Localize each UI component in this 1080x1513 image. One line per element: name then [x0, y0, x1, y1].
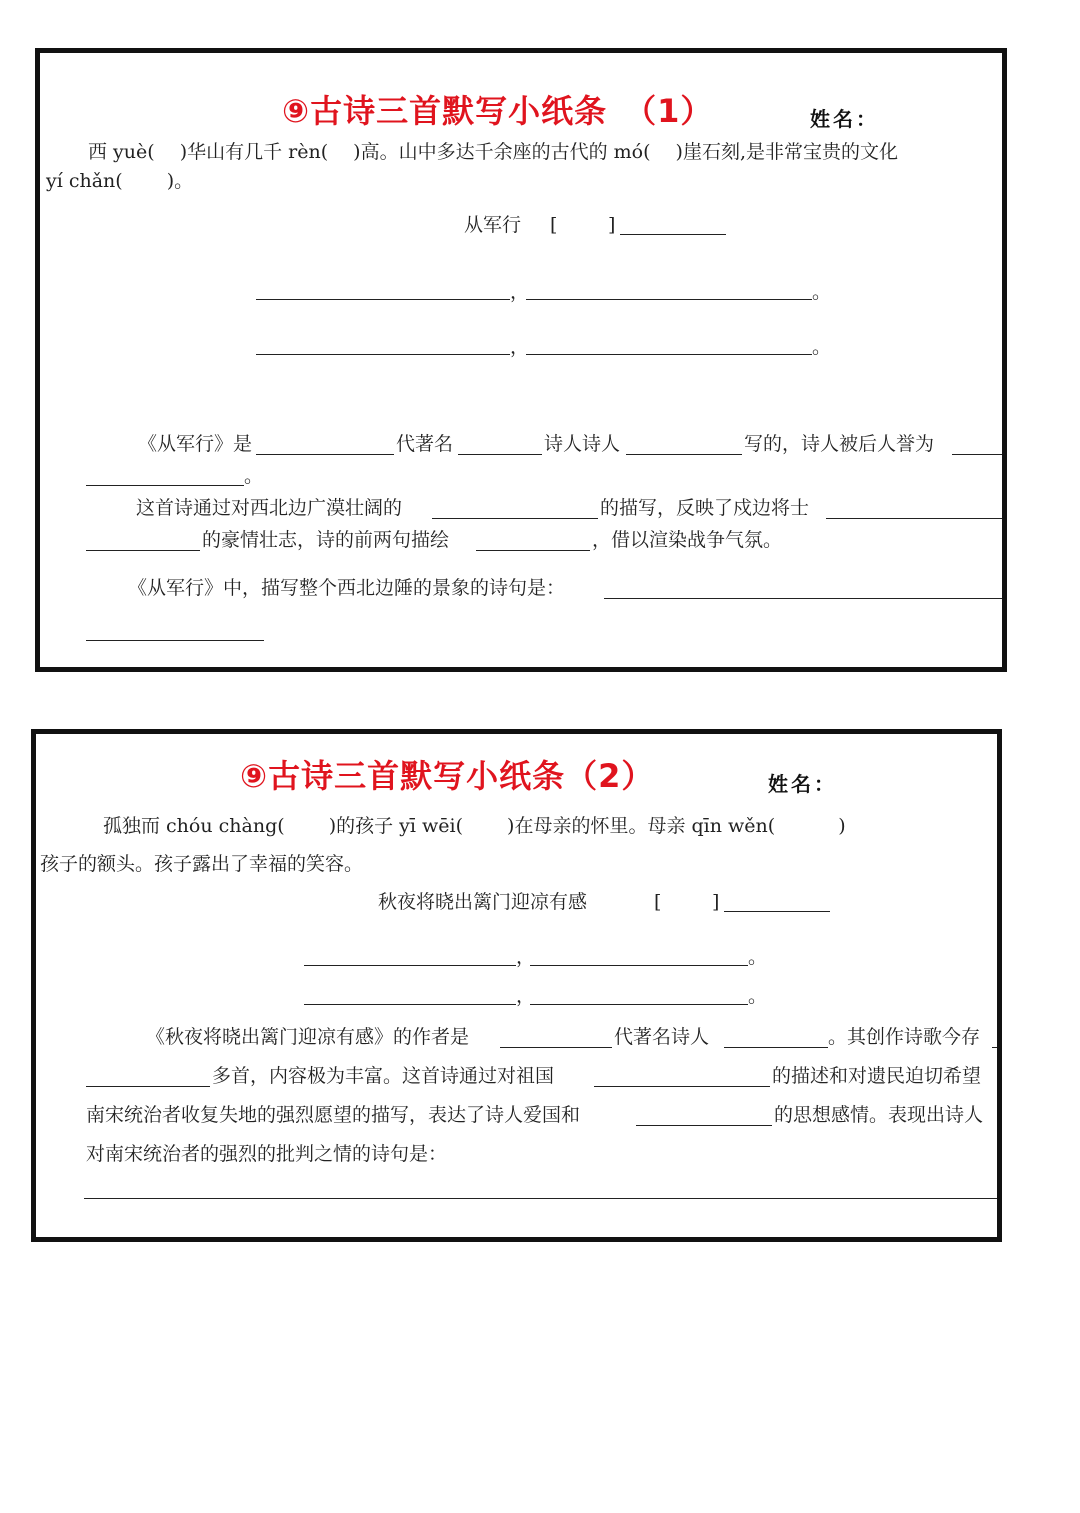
- q2-blank-3[interactable]: [476, 550, 590, 551]
- pinyin-sentence: 西 yuè( )华山有几千 rèn( )高。山中多达千余座的古代的 mó( )崖石刻,是非常宝贵的文化: [88, 141, 898, 163]
- period: 。: [748, 985, 768, 1007]
- q2-text-c: 的豪情壮志，诗的前两句描绘: [202, 529, 450, 551]
- q3-blank-1[interactable]: [636, 1125, 772, 1126]
- q1-blank-count-a[interactable]: [992, 1047, 1002, 1048]
- q2-text-a: 这首诗通过对西北边广漠壮阔的: [136, 497, 403, 519]
- poem-line-1a-blank[interactable]: [304, 965, 516, 966]
- q1-blank-title-a[interactable]: [952, 454, 1007, 455]
- q1-text-c: 诗人诗人: [544, 433, 621, 455]
- period: 。: [812, 336, 832, 358]
- poem-title: 秋夜将晓出篱门迎凉有感: [378, 891, 588, 913]
- poem-line-2b-blank[interactable]: [526, 354, 812, 355]
- period: 。: [812, 281, 832, 303]
- period: 。: [244, 465, 264, 487]
- q2-text-b: 的描写，反映了戍边将士: [600, 497, 810, 519]
- q1-text-c: 。其创作诗歌今存: [828, 1026, 981, 1048]
- poem-line-2a-blank[interactable]: [256, 354, 510, 355]
- q1-blank-poet[interactable]: [724, 1047, 828, 1048]
- q1-text-b: 代著名: [396, 433, 454, 455]
- q1-blank-title-b[interactable]: [86, 485, 244, 486]
- q1-text-b: 代著名诗人: [614, 1026, 710, 1048]
- q3-text-a: 南宋统治者收复失地的强烈愿望的描写，表达了诗人爱国和: [86, 1104, 581, 1126]
- q1-blank-poet[interactable]: [626, 454, 742, 455]
- poem-line-1b-blank[interactable]: [530, 965, 748, 966]
- q3-blank-a[interactable]: [604, 598, 1006, 599]
- q2-text-b: 的描述和对遗民迫切希望: [772, 1065, 982, 1087]
- q1-blank-type[interactable]: [458, 454, 542, 455]
- q2-blank-1[interactable]: [432, 518, 598, 519]
- dictation-slip-2: [31, 729, 1002, 1242]
- pinyin-sentence: 孤独而 chóu chàng( )的孩子 yī wēi( )在母亲的怀里。母亲 qīn wěn( ): [103, 815, 846, 837]
- q2-blank-1[interactable]: [594, 1086, 770, 1087]
- dynasty-bracket-open: [: [654, 891, 662, 913]
- poem-line-2a-blank[interactable]: [304, 1004, 516, 1005]
- q1-blank-count-b[interactable]: [86, 1086, 210, 1087]
- pinyin-sentence-cont: 孩子的额头。孩子露出了幸福的笑容。: [40, 853, 364, 875]
- comma: ，: [510, 281, 530, 303]
- dynasty-bracket-open: [: [550, 214, 558, 236]
- q3-blank-b[interactable]: [86, 640, 264, 641]
- q2-text-d: ，借以渲染战争气氛。: [592, 529, 783, 551]
- dynasty-bracket-close: ]: [712, 891, 720, 913]
- q2-text-a: 多首，内容极为丰富。这首诗通过对祖国: [212, 1065, 555, 1087]
- period: 。: [748, 946, 768, 968]
- q3-text: 《从军行》中，描写整个西北边陲的景象的诗句是：: [128, 577, 566, 599]
- q1-blank-dynasty[interactable]: [256, 454, 394, 455]
- q4-text: 对南宋统治者的强烈的批判之情的诗句是：: [86, 1143, 448, 1165]
- poem-line-2b-blank[interactable]: [530, 1004, 748, 1005]
- author-blank[interactable]: [620, 234, 726, 235]
- poem-line-1b-blank[interactable]: [526, 299, 812, 300]
- author-blank[interactable]: [724, 911, 830, 912]
- q2-blank-2a[interactable]: [826, 518, 1006, 519]
- comma: ，: [510, 336, 530, 358]
- comma: ，: [516, 946, 536, 968]
- q4-answer-line[interactable]: [84, 1198, 1002, 1199]
- q3-text-b: 的思想感情。表现出诗人: [774, 1104, 984, 1126]
- q1-blank-dynasty[interactable]: [500, 1047, 612, 1048]
- poem-title: 从军行: [464, 214, 522, 236]
- dynasty-bracket-close: ]: [608, 214, 616, 236]
- pinyin-sentence-cont: yí chǎn( )。: [46, 170, 194, 192]
- name-label: 姓名：: [810, 107, 879, 131]
- slip-title: ⑨古诗三首默写小纸条 （1）: [282, 92, 714, 130]
- slip-title: ⑨古诗三首默写小纸条（2）: [240, 757, 655, 795]
- q1-text-d: 写的，诗人被后人誉为: [744, 433, 935, 455]
- q2-blank-2b[interactable]: [86, 550, 200, 551]
- q1-text-a: 《从军行》是: [138, 433, 253, 455]
- comma: ，: [516, 985, 536, 1007]
- dictation-slip-1: [35, 48, 1007, 672]
- name-label: 姓名：: [768, 772, 837, 796]
- q1-text-a: 《秋夜将晓出篱门迎凉有感》的作者是: [146, 1026, 470, 1048]
- poem-line-1a-blank[interactable]: [256, 299, 510, 300]
